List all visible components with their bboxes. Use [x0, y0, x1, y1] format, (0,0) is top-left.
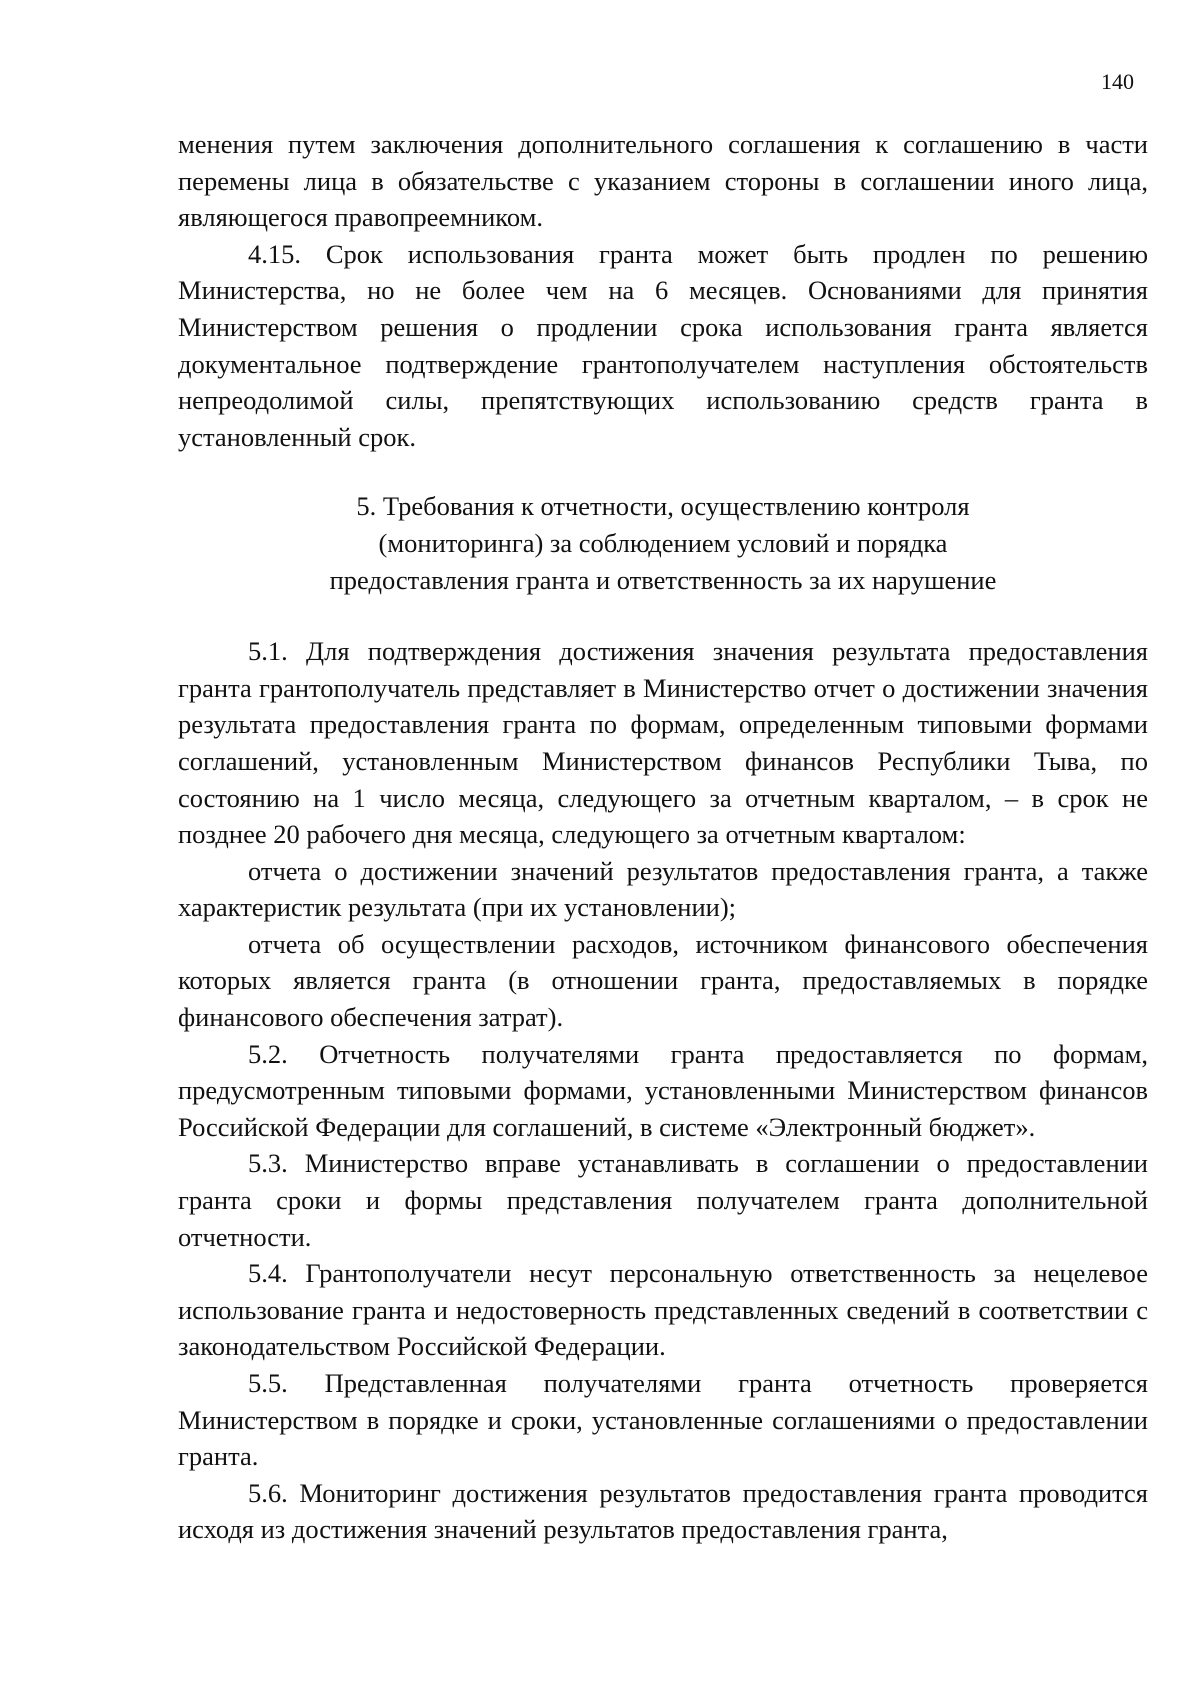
paragraph-5-5: 5.5. Представленная получателями гранта отчетность проверяется Министерством в порядке и сроки, установленные соглашениями о предоставлении гранта. [178, 1368, 1148, 1472]
section-5-heading-line-2: (мониторинга) за соблюдением условий и порядка [378, 527, 948, 558]
paragraph-continuation: менения путем заключения дополнительного соглашения к соглашению в части перемены лица в обязательстве с указанием стороны в соглашении иного лица, являющегося правопреемником. [178, 129, 1148, 233]
paragraph-5-4: 5.4. Грантополучатели несут персональную ответственность за нецелевое использование гранта и недостоверность представленных сведений в соответствии с законодательством Российской Федерации. [178, 1258, 1148, 1362]
paragraph-5-3: 5.3. Министерство вправе устанавливать в соглашении о предоставлении гранта сроки и формы представления получателем гранта дополнительной отчетности. [178, 1148, 1148, 1252]
document-body [178, 126, 1148, 1548]
page-number: 140 [1101, 69, 1134, 94]
paragraph-5-1: 5.1. Для подтверждения достижения значения результата предоставления гранта грантополучатель представляет в Министерство отчет о достижении значения результата предоставления гранта по формам, определенным типовыми формами соглашений, установленным Министерством финансов Республики Тыва, по состоянию на 1 число месяца, следующего за отчетным кварталом, – в срок не позднее 20 рабочего дня месяца, следующего за отчетным кварталом: [178, 636, 1148, 850]
paragraph-5-1-item-a: отчета о достижении значений результатов предоставления гранта, а также характеристик результата (при их установлении); [178, 855, 1148, 923]
section-5-heading-line-3: предоставления гранта и ответственность за их нарушение [329, 564, 997, 595]
paragraph-5-1-item-b: отчета об осуществлении расходов, источником финансового обеспечения которых является гранта (в отношении гранта, предоставляемых в порядке финансового обеспечения затрат). [178, 928, 1148, 1033]
paragraph-4-15: 4.15. Срок использования гранта может быть продлен по решению Министерства, но не более чем на 6 месяцев. Основаниями для принятия Министерством решения о продлении срока использования гранта является документальное подтверждение грантополучателем наступления обстоятельств непреодолимой силы, препятствующих использованию средств гранта в установленный срок. [178, 238, 1148, 452]
paragraph-5-2: 5.2. Отчетность получателями гранта предоставляется по формам, предусмотренным типовыми формами, установленными Министерством финансов Российской Федерации для соглашений, в системе «Электронный бюджет». [178, 1038, 1148, 1142]
section-5-heading [178, 488, 1148, 598]
section-5-heading-line-1: 5. Требования к отчетности, осуществлению контроля [356, 491, 970, 522]
paragraph-5-6: 5.6. Мониторинг достижения результатов предоставления гранта проводится исходя из достижения значений результатов предоставления гранта, [178, 1477, 1148, 1545]
